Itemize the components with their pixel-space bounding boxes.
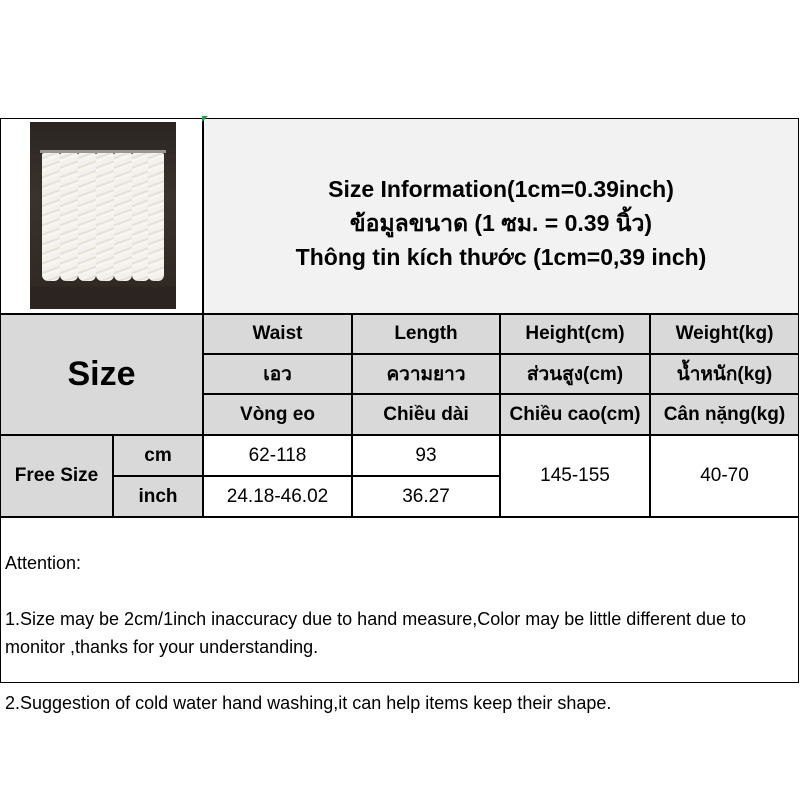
attention-line-1: 1.Size may be 2cm/1inch inaccuracy due to hand measure,Color may be little different due to monitor ,thanks for your understanding. xyxy=(5,609,747,657)
col-weight-vi: Cân nặng(kg) xyxy=(650,394,799,435)
size-chart-sheet xyxy=(0,118,799,713)
waist-inch-value: 24.18-46.02 xyxy=(203,476,352,517)
col-waist-th: เอว xyxy=(203,354,352,394)
col-waist-en: Waist xyxy=(203,314,352,354)
unit-inch-cell: inch xyxy=(113,476,203,517)
col-height-vi: Chiều cao(cm) xyxy=(500,394,650,435)
height-value: 145-155 xyxy=(500,435,650,517)
title-thai: ข้อมูลขนาด (1 ซม. = 0.39 นิ้ว) xyxy=(349,210,653,236)
attention-heading: Attention: xyxy=(5,553,82,573)
product-photo xyxy=(30,122,176,309)
attention-line-2: 2.Suggestion of cold water hand washing,it can help items keep their shape. xyxy=(5,693,612,713)
col-weight-th: น้ำหนัก(kg) xyxy=(650,354,799,394)
attention-notes xyxy=(0,517,799,713)
waist-cm-value: 62-118 xyxy=(203,435,352,476)
col-length-vi: Chiều dài xyxy=(352,394,500,435)
title-vietnamese: Thông tin kích thước (1cm=0,39 inch) xyxy=(295,244,707,270)
col-weight-en: Weight(kg) xyxy=(650,314,799,354)
col-length-th: ความยาว xyxy=(352,354,500,394)
size-name-cell: Free Size xyxy=(0,435,113,517)
col-height-th: ส่วนสูง(cm) xyxy=(500,354,650,394)
weight-value: 40-70 xyxy=(650,435,799,517)
col-height-en: Height(cm) xyxy=(500,314,650,354)
unit-cm-cell: cm xyxy=(113,435,203,476)
title-english: Size Information(1cm=0.39inch) xyxy=(328,176,674,202)
col-waist-vi: Vòng eo xyxy=(203,394,352,435)
size-header: Size xyxy=(0,314,203,435)
col-length-en: Length xyxy=(352,314,500,354)
length-cm-value: 93 xyxy=(352,435,500,476)
product-photo-cell xyxy=(0,118,203,314)
length-inch-value: 36.27 xyxy=(352,476,500,517)
green-corner-marker xyxy=(202,116,208,122)
size-information-title xyxy=(203,118,799,314)
